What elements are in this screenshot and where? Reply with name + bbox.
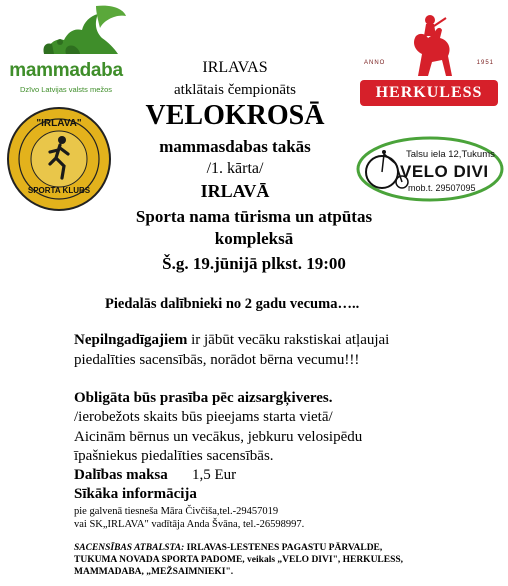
velo-divi-name: VELO DIVI [400, 162, 489, 181]
venue-line-1: Sporta nama tūrisma un atpūtas [135, 207, 373, 226]
sponsors-line-1 [74, 543, 382, 553]
contact-judge: pie galvenā tiesneša Māra Čivčiša,tel.-29457019 [74, 506, 279, 517]
velo-divi-phone: mob.t. 29507095 [408, 183, 476, 193]
invitation-line-1: Aicinām bērnus un vecākus, jebkuru velosipēdu [74, 429, 363, 445]
herkuless-logo [356, 10, 502, 122]
minors-text: ir jābūt vecāku rakstiskai atļaujai [187, 332, 390, 348]
mammadaba-animals-icon [4, 2, 128, 62]
title-line-irlava: IRLAVĀ [200, 181, 270, 201]
irlava-emblem-bottom-text: SPORTA KLUBS [27, 186, 91, 195]
irlava-sports-club-emblem [6, 106, 112, 212]
helmet-requirement: Obligāta būs prasība pēc aizsargķiveres. [74, 390, 333, 406]
sponsors-line-2: TUKUMA NOVADA SPORTA PADOME, veikals „VELO DIVI", HERKULESS, [74, 555, 404, 565]
herkuless-year: 1951 [476, 60, 494, 66]
title-line-trails: mammasdabas takās [159, 137, 311, 156]
venue-line-2: kompleksā [214, 229, 294, 248]
minors-note-line-1 [74, 332, 389, 349]
invitation-line-2: īpašniekus piedalīties sacensībās. [74, 448, 274, 464]
event-date: Š.g. 19.jūnijā plkst. 19:00 [162, 254, 346, 273]
minors-label: Nepilngadīgajiem [74, 332, 188, 348]
sponsors-line-3: MAMMADABA, „MEŽSAIMNIEKI". [74, 567, 234, 577]
velo-divi-address: Talsu iela 12,Tukums [406, 149, 495, 160]
contact-club-head: vai SK„IRLAVA" vadītāja Anda Švāna, tel.-26598997. [74, 519, 305, 530]
age-requirement: Piedalās dalībnieki no 2 gadu vecuma….. [105, 296, 360, 312]
sponsors-label: SACENSĪBAS ATBALSTA: [74, 543, 185, 553]
more-info-heading: Sīkāka informācija [74, 486, 197, 502]
horse-rider-icon [356, 10, 502, 80]
title-line-velokrosa: VELOKROSĀ [145, 100, 325, 131]
minors-note-line-2: piedalīties sacensībās, norādot bērna vecumu!!! [74, 352, 360, 368]
velo-divi-logo [356, 136, 504, 202]
sponsors-text-1: IRLAVAS-LESTENES PAGASTU PĀRVALDE, [184, 543, 383, 553]
entry-fee-value: 1,5 Eur [192, 467, 237, 483]
title-line-stage: /1. kārta/ [206, 160, 264, 177]
mammadaba-wordmark: mammadaba [9, 60, 123, 81]
entry-fee-label: Dalības maksa [74, 467, 168, 483]
title-line-championship: atklātais čempionāts [173, 82, 297, 98]
herkuless-anno: ANNO [364, 60, 386, 66]
herkuless-ribbon: HERKULESS [360, 80, 498, 106]
title-line-irlavas: IRLAVAS [202, 59, 268, 76]
mammadaba-tagline: Dzīvo Latvijas valsts mežos [19, 85, 113, 94]
irlava-emblem-top-text: "IRLAVA" [36, 118, 82, 129]
limited-helmets-note: /ierobežots skaits būs pieejams starta vietā/ [74, 409, 333, 425]
mammadaba-logo [4, 2, 128, 94]
